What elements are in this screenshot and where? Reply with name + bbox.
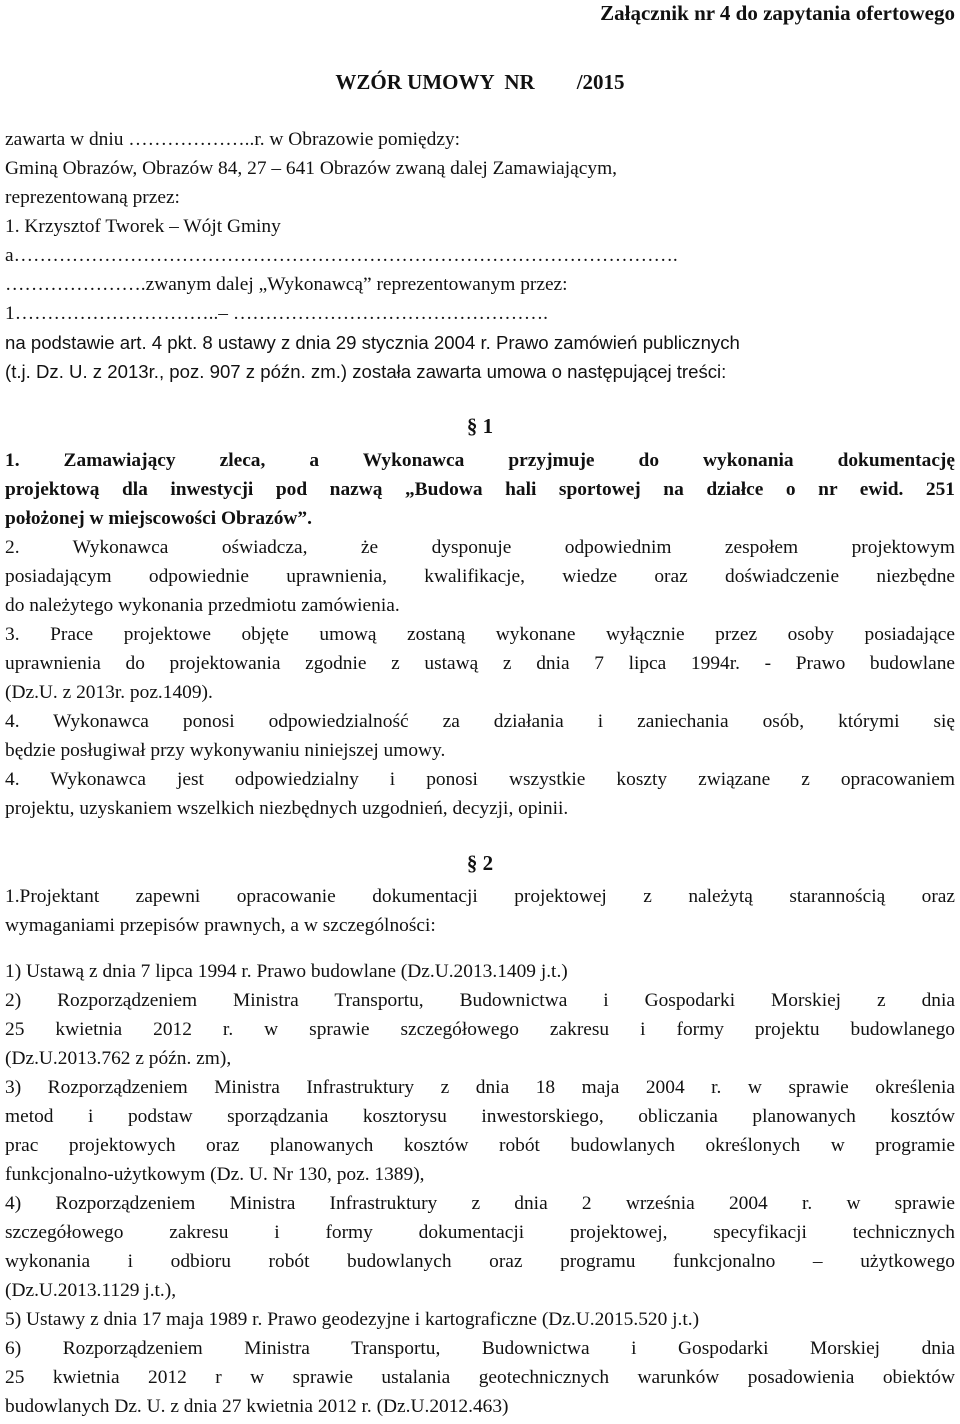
s1-line: 2. Wykonawca oświadcza, że dysponuje odpowiednim zespołem projektowym: [5, 537, 955, 558]
intro-line: (t.j. Dz. U. z 2013r., poz. 907 z późn. zm.) została zawarta umowa o następującej treści:: [5, 361, 727, 382]
s2-line: 3) Rozporządzeniem Ministra Infrastruktury z dnia 18 maja 2004 r. w sprawie określenia: [5, 1077, 955, 1098]
s2-line: wymaganiami przepisów prawnych, a w szczególności:: [5, 915, 436, 936]
s1-line: położonej w miejscowości Obrazów”.: [5, 508, 312, 529]
s2-line: 4) Rozporządzeniem Ministra Infrastruktury z dnia 2 września 2004 r. w sprawie: [5, 1193, 955, 1214]
s1-line: 1. Zamawiający zleca, a Wykonawca przyjmuje do wykonania dokumentację: [5, 450, 955, 471]
section-2-heading: § 2: [466, 851, 494, 875]
s2-line: 1) Ustawą z dnia 7 lipca 1994 r. Prawo budowlane (Dz.U.2013.1409 j.t.): [5, 961, 568, 982]
contract-title: WZÓR UMOWY NR /2015: [335, 70, 625, 94]
s2-line: metod i podstaw sporządzania kosztorysu inwestorskiego, obliczania planowanych kosztów: [5, 1106, 955, 1127]
s1-line: do należytego wykonania przedmiotu zamówienia.: [5, 595, 400, 616]
s1-line: 3. Prace projektowe objęte umową zostaną wykonane wyłącznie przez osoby posiadające: [5, 624, 955, 645]
s1-line: posiadającym odpowiednie uprawnienia, kwalifikacje, wiedze oraz doświadczenie niezbędne: [5, 566, 955, 587]
s2-line: 25 kwietnia 2012 r. w sprawie szczegółowego zakresu i formy projektu budowlanego: [5, 1019, 955, 1040]
intro-line: na podstawie art. 4 pkt. 8 ustawy z dnia 29 stycznia 2004 r. Prawo zamówień publicznych: [5, 332, 740, 353]
s2-line: 1.Projektant zapewni opracowanie dokumentacji projektowej z należytą starannością oraz: [5, 886, 955, 907]
s1-line: (Dz.U. z 2013r. poz.1409).: [5, 682, 213, 703]
intro-line: 1. Krzysztof Tworek – Wójt Gminy: [5, 216, 281, 237]
s2-line: 5) Ustawy z dnia 17 maja 1989 r. Prawo geodezyjne i kartograficzne (Dz.U.2015.520 j.t.): [5, 1309, 700, 1330]
section-1-heading: § 1: [466, 414, 494, 438]
intro-line: Gminą Obrazów, Obrazów 84, 27 – 641 Obrazów zwaną dalej Zamawiającym,: [5, 158, 618, 179]
s2-line: budowlanych Dz. U. z dnia 27 kwietnia 2012 r. (Dz.U.2012.463): [5, 1396, 509, 1417]
s2-line: 25 kwietnia 2012 r w sprawie ustalania geotechnicznych warunków posadowienia obiektów: [5, 1367, 955, 1388]
s2-line: (Dz.U.2013.1129 j.t.),: [5, 1280, 177, 1301]
s2-line: wykonania i odbioru robót budowlanych oraz programu funkcjonalno – użytkowego: [5, 1251, 955, 1272]
s2-line: szczegółowego zakresu i formy dokumentacji projektowej, specyfikacji technicznych: [5, 1222, 955, 1243]
s1-line: będzie posługiwał przy wykonywaniu niniejszej umowy.: [5, 740, 446, 761]
intro-line: a………………………………………………………………………………………….: [5, 245, 678, 266]
intro-line: zawarta w dniu ………………..r. w Obrazowie pomiędzy:: [5, 129, 461, 150]
intro-line: 1…………………………..– ………………………………………….: [5, 303, 548, 324]
s2-line: 2) Rozporządzeniem Ministra Transportu, Budownictwa i Gospodarki Morskiej z dnia: [5, 990, 955, 1011]
annex-heading: Załącznik nr 4 do zapytania ofertowego: [600, 1, 955, 25]
s1-line: projektową dla inwestycji pod nazwą „Budowa hali sportowej na działce o nr ewid. 251: [5, 479, 955, 500]
intro-line: reprezentowaną przez:: [5, 187, 180, 208]
intro-line: ………………….zwanym dalej „Wykonawcą” reprezentowanym przez:: [5, 274, 568, 295]
s1-line: projektu, uzyskaniem wszelkich niezbędnych uzgodnień, decyzji, opinii.: [5, 798, 569, 819]
s1-line: uprawnienia do projektowania zgodnie z ustawą z dnia 7 lipca 1994r. - Prawo budowlane: [5, 653, 955, 674]
s2-line: funkcjonalno-użytkowym (Dz. U. Nr 130, poz. 1389),: [5, 1164, 425, 1185]
s1-line: 4. Wykonawca ponosi odpowiedzialność za działania i zaniechania osób, którymi się: [5, 711, 955, 732]
s2-line: 6) Rozporządzeniem Ministra Transportu, Budownictwa i Gospodarki Morskiej dnia: [5, 1338, 955, 1359]
s2-line: prac projektowych oraz planowanych kosztów robót budowlanych określonych w programie: [5, 1135, 955, 1156]
s2-line: (Dz.U.2013.762 z późn. zm),: [5, 1048, 232, 1069]
s1-line: 4. Wykonawca jest odpowiedzialny i ponosi wszystkie koszty związane z opracowaniem: [5, 769, 955, 790]
